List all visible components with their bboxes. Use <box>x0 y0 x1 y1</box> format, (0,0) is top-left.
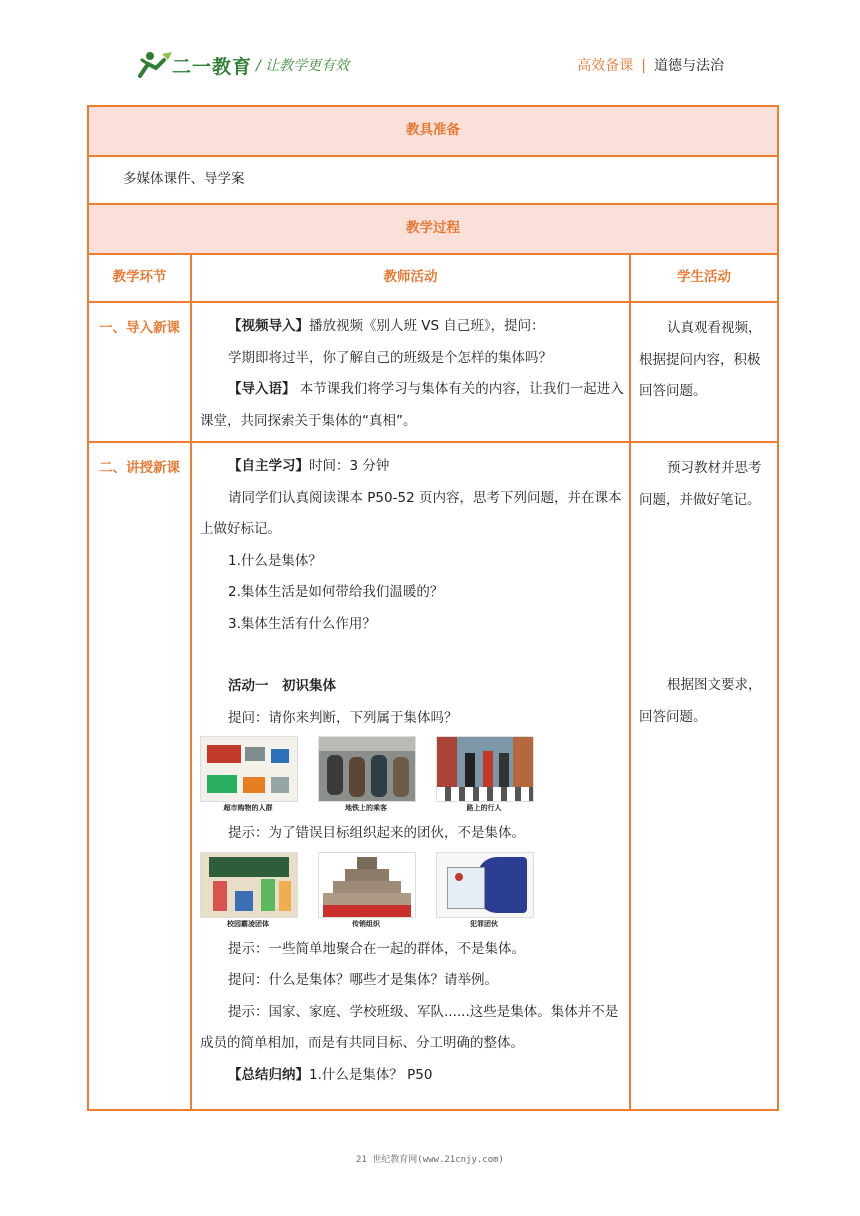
subject-label: 道德与法治 <box>654 58 724 74</box>
col-stage: 教学环节 <box>88 254 191 302</box>
page-header <box>0 0 860 100</box>
video-intro-text: 播放视频《别人班 VS 自己班》，提问： <box>309 318 545 334</box>
summary-text: 1.什么是集体？ P50 <box>309 1066 433 1083</box>
course-label: 高效备课 <box>577 58 634 74</box>
stage-intro: 一、导入新课 <box>88 302 191 442</box>
stage-teach: 二、讲授新课 <box>88 442 191 1110</box>
tools-title: 教具准备 <box>88 106 778 156</box>
intro-words-text: 本节课我们将学习与集体有关的内容，让我们一起进入课堂，共同探索关于集体的“真相”。 <box>200 381 624 429</box>
self-study-time: 时间：3 分钟 <box>309 458 390 474</box>
caption-gang: 犯罪团伙 <box>470 919 498 928</box>
caption-pyramid: 传销组织 <box>352 919 380 928</box>
logo-text: 二一教育 <box>172 56 253 78</box>
activity-title: 活动一 初识集体 <box>228 678 336 694</box>
question-1: 1.什么是集体？ <box>228 552 322 569</box>
hint-3: 提示：国家、家庭、学校班级、军队......这些是集体。集体并不是成员的简单相加，而是有共同目标、分工明确的整体。 <box>200 1003 619 1051</box>
lesson-table <box>87 105 779 1111</box>
col-teacher: 教师活动 <box>191 254 630 302</box>
question-3: 3.集体生活有什么作用？ <box>228 615 376 632</box>
ask-what-is: 提问：什么是集体？哪些才是集体？请举例。 <box>228 972 498 988</box>
ask-judge: 提问：请你来判断，下列属于集体吗？ <box>228 709 458 726</box>
supermarket-image <box>200 736 296 814</box>
student-intro <box>630 302 778 442</box>
student-teach <box>630 442 778 1110</box>
pedestrians-image <box>436 736 532 814</box>
tools-content: 多媒体课件、导学案 <box>88 156 778 204</box>
criminal-gang-image <box>436 852 532 930</box>
intro-question: 学期即将过半，你了解自己的班级是个怎样的集体吗？ <box>228 349 552 366</box>
bullying-image <box>200 852 296 930</box>
subway-image <box>318 736 414 814</box>
video-intro-label: 【视频导入】 <box>228 318 309 334</box>
image-row-1 <box>200 736 625 814</box>
intro-words-label: 【导入语】 <box>228 381 296 397</box>
slogan: / 让教学更有效 <box>256 58 350 74</box>
image-row-2 <box>200 852 625 930</box>
student-intro-text: 认真观看视频，根据提问内容，积极回答问题。 <box>639 320 762 399</box>
header-right <box>577 55 724 75</box>
header-separator: | <box>641 58 646 74</box>
pyramid-scheme-image <box>318 852 414 930</box>
self-study-label: 【自主学习】 <box>228 458 309 474</box>
page-footer: 21 世纪教育网(www.21cnjy.com) <box>356 1155 504 1165</box>
teacher-intro <box>191 302 630 442</box>
teacher-teach <box>191 442 630 1110</box>
reading-instruction: 请同学们认真阅读课本 P50-52 页内容，思考下列问题，并在课本上做好标记。 <box>200 489 622 537</box>
col-student: 学生活动 <box>630 254 778 302</box>
caption-supermarket: 超市购物的人群 <box>223 804 273 812</box>
summary-label: 【总结归纳】 <box>228 1066 309 1083</box>
caption-subway: 地铁上的乘客 <box>345 804 387 812</box>
caption-pedestrians: 路上的行人 <box>466 804 502 812</box>
hint-2: 提示：一些简单地聚合在一起的群体，不是集体。 <box>228 940 525 957</box>
student-teach-text-1: 预习教材并思考问题，并做好笔记。 <box>639 460 762 508</box>
question-2: 2.集体生活是如何带给我们温暖的？ <box>228 584 444 600</box>
caption-bullying: 校园霸凌团体 <box>227 919 269 928</box>
process-title: 教学过程 <box>88 204 778 254</box>
student-teach-text-2: 根据图文要求，回答问题。 <box>639 677 762 725</box>
hint-1: 提示：为了错误目标组织起来的团伙，不是集体。 <box>228 825 525 841</box>
